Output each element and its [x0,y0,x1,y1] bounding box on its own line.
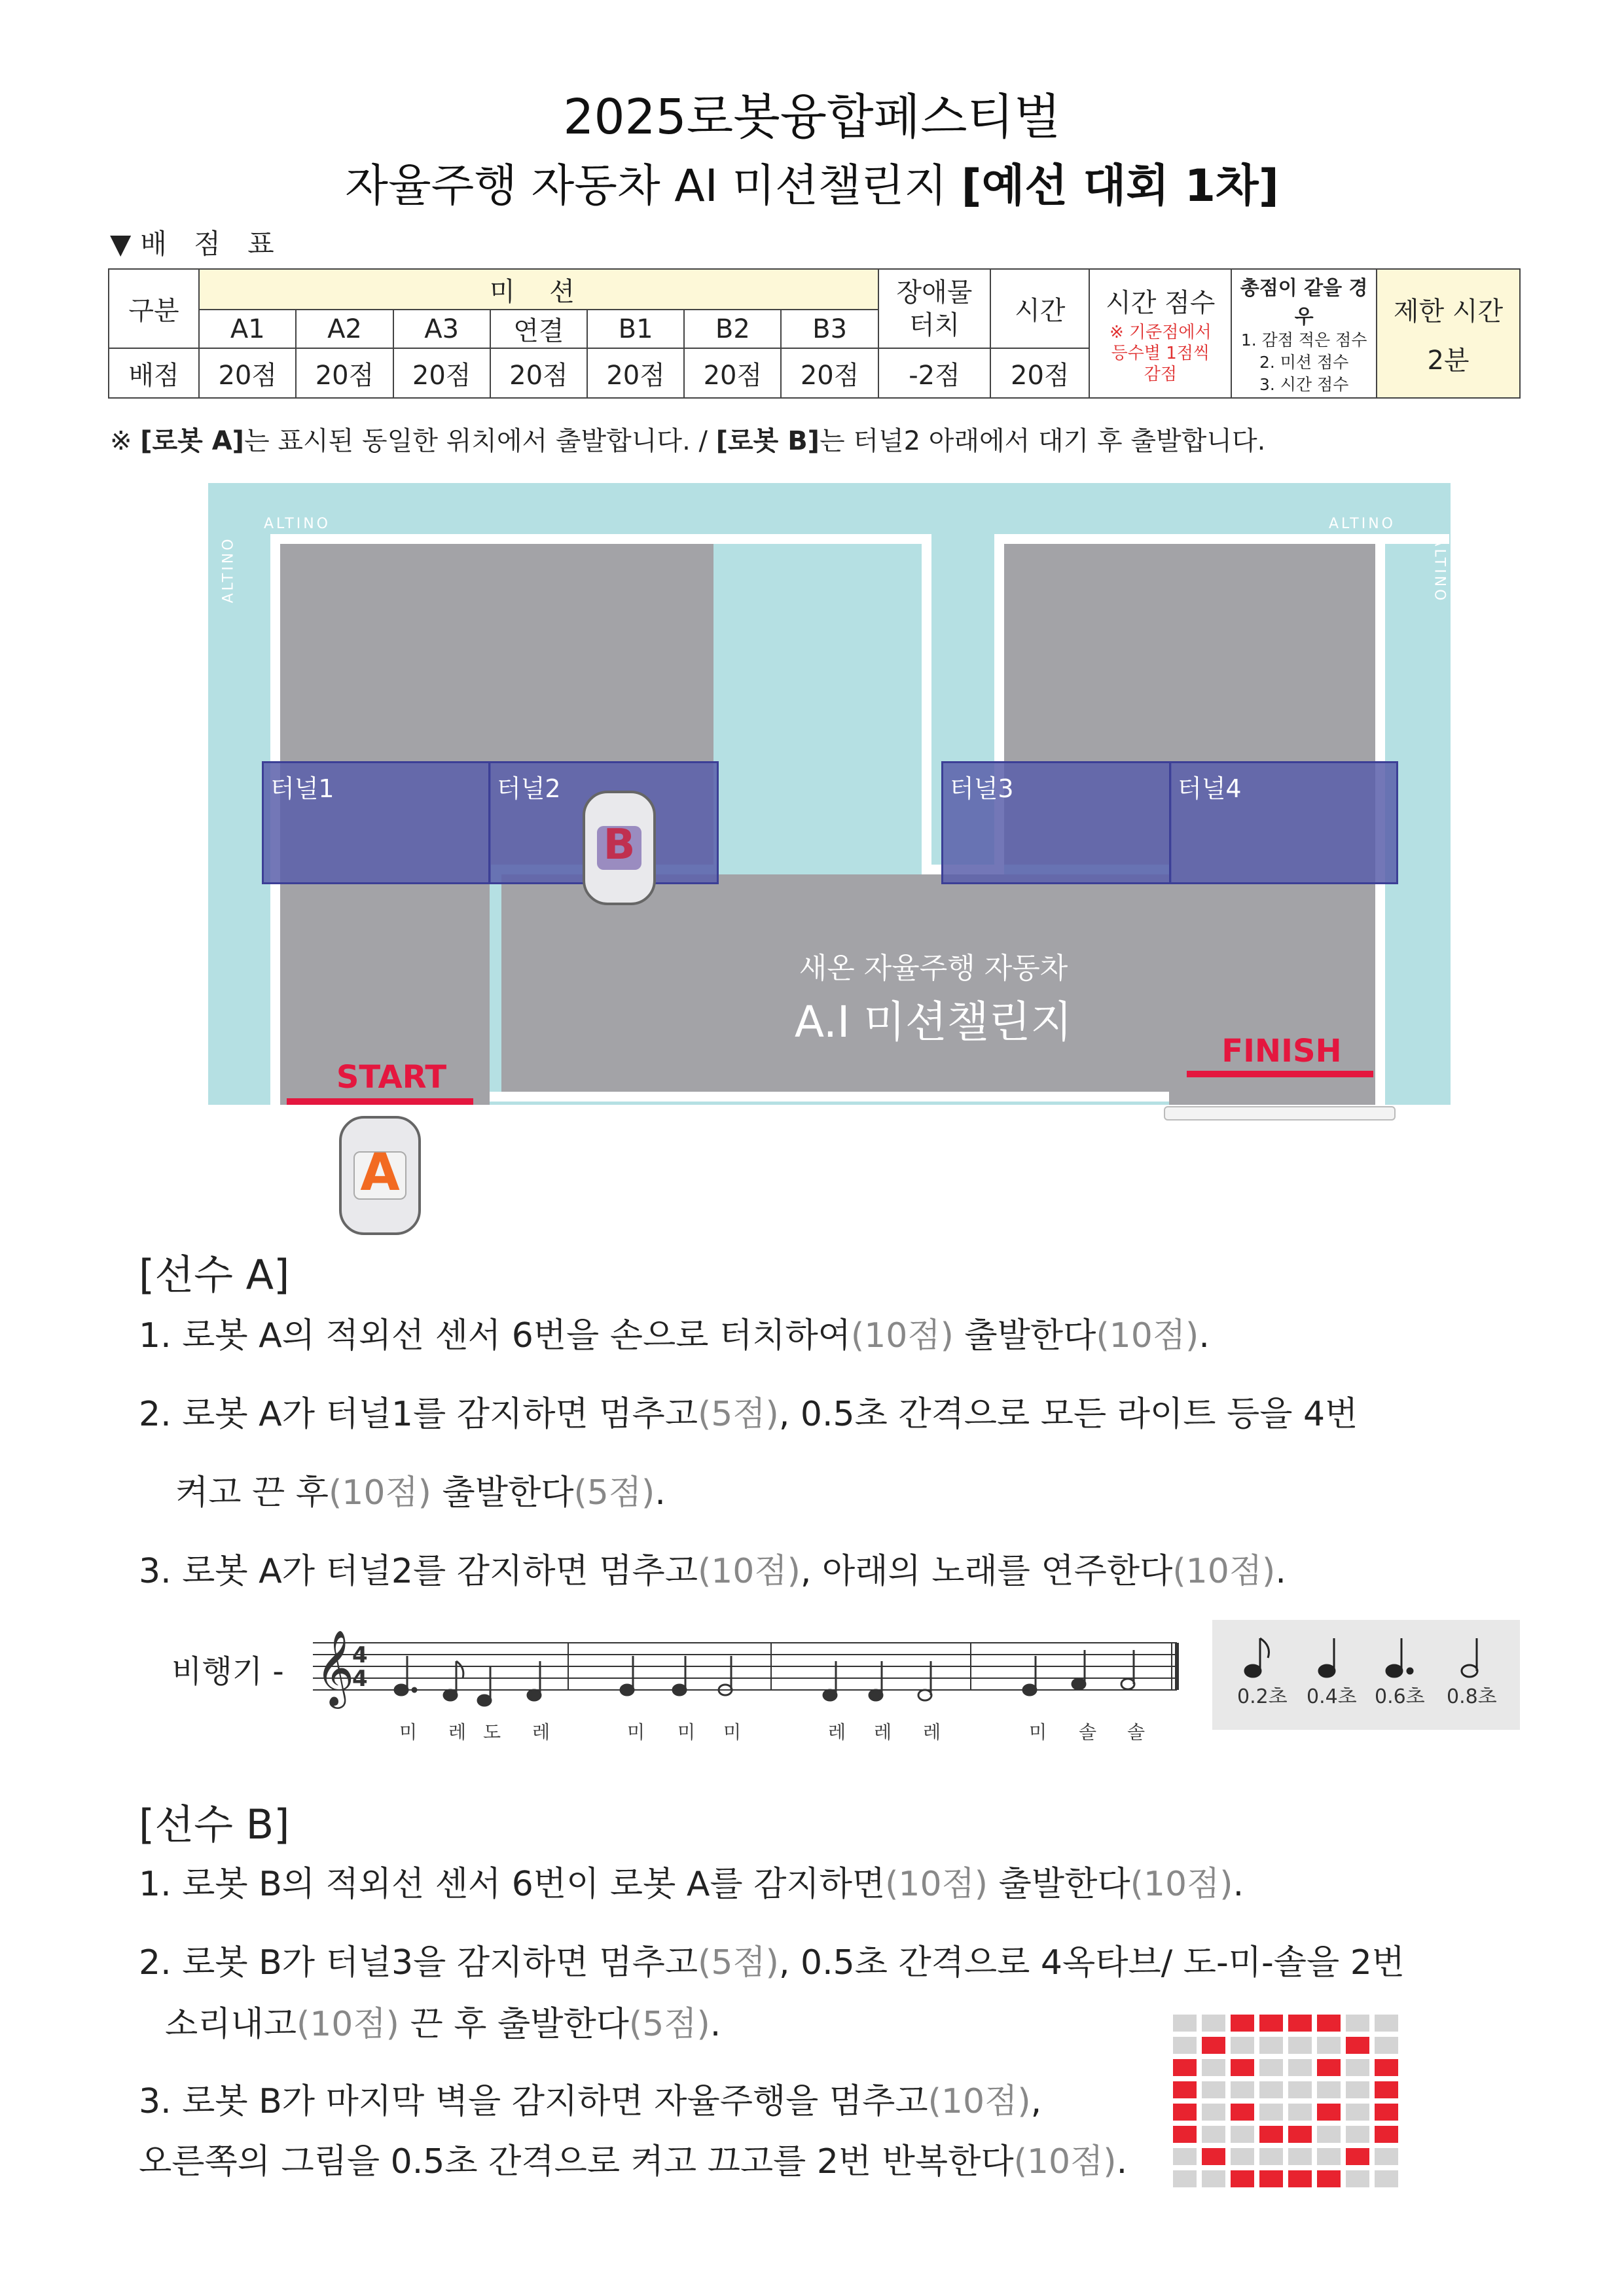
a2b-end: . [655,1473,666,1513]
led-off [1288,2104,1312,2121]
player-a-step-1 [139,1308,1210,1357]
led-on [1173,2081,1197,2098]
note-head [1023,1685,1036,1695]
b3b-text: 오른쪽의 그림을 0.5초 간격으로 켜고 끄고를 2번 반복한다 [139,2142,1014,2181]
time-header: 시간 [990,269,1089,348]
led-off [1346,2081,1369,2098]
player-b-heading: [선수 B] [139,1801,290,1848]
led-on [1202,2037,1225,2054]
note-head [869,1690,882,1700]
led-off [1202,2126,1225,2143]
duration-half: 0.8초 [1447,1685,1497,1708]
b3b-pts1: (10점) [1013,2142,1117,2181]
time-score-note: ※ 기준점에서 등수별 1점씩 감점 [1110,323,1212,384]
a1-text2: 출발한다 [953,1316,1096,1355]
led-off [1375,2170,1398,2187]
player-a-step-2b [175,1465,666,1514]
map-center-line2: A.I 미션챌린지 [794,997,1073,1047]
led-off [1288,2037,1312,2054]
song-lyric: 미 [627,1721,645,1743]
b1-end: . [1233,1865,1244,1904]
tunnel-3-label: 터널3 [950,774,1014,803]
song-lyric: 미 [399,1721,418,1743]
start-label: START [336,1059,447,1096]
led-on [1346,2148,1369,2165]
limit-value: 2분 [1427,345,1470,376]
a2b-pts2: (5점) [573,1473,655,1513]
led-off [1375,2037,1398,2054]
note-dot [412,1688,416,1692]
led-off [1173,2170,1197,2187]
sheet-music [313,1630,1183,1734]
led-on [1346,2037,1369,2054]
a2-pts1: (5점) [697,1395,779,1434]
b2-text2: , 0.5초 간격으로 4옥타브/ 도-미-솔을 2번 [778,1943,1405,1982]
page-subtitle [0,151,1624,214]
notice-prefix: ※ [110,426,141,456]
b1-text: 1. 로봇 B의 적외선 센서 6번이 로봇 A를 감지하면 [139,1865,886,1904]
robot-a-car [339,1116,421,1235]
duration-quarter: 0.4초 [1307,1685,1357,1708]
led-off [1317,2037,1341,2054]
points-obstacle: -2점 [878,348,990,398]
mission-b1: B1 [587,310,684,348]
b3-end: , [1030,2082,1042,2121]
points-time: 20점 [990,348,1089,398]
b2b-text2: 끈 후 출발한다 [399,2005,629,2044]
led-on [1375,2081,1398,2098]
a1-end: . [1199,1316,1210,1355]
mission-header: 미 션 [199,269,878,310]
subtitle-bold: [예선 대회 1차] [961,160,1279,212]
robot-b-letter: B [603,821,636,869]
b2b-pts2: (5점) [628,2005,710,2044]
limit-header: 제한 시간 [1393,296,1504,327]
song-lyric: 레 [828,1721,846,1743]
tunnel-2-label: 터널2 [497,774,561,803]
player-a-step-3 [139,1543,1286,1592]
duration-eighth: 0.2초 [1237,1685,1288,1708]
points-a3: 20점 [393,348,490,398]
note-head [673,1685,686,1695]
notice-a-text: 는 표시된 동일한 위치에서 출발합니다. / [244,426,716,456]
points-link: 20점 [490,348,587,398]
note-head [1121,1679,1134,1689]
song-lyric: 레 [874,1721,892,1743]
b1-pts2: (10점) [1130,1865,1233,1904]
subtitle-plain: 자율주행 자동차 AI 미션챌린지 [345,160,962,212]
a2-text2: , 0.5초 간격으로 모든 라이트 등을 4번 [778,1395,1358,1434]
led-off [1317,2148,1341,2165]
b2b-pts1: (10점) [296,2005,399,2044]
song-lyric: 레 [448,1721,467,1743]
led-off [1375,2148,1398,2165]
tie-rule-1: 1. 감점 적은 점수 [1240,330,1367,350]
page-title: 2025로봇융합페스티벌 [563,89,1061,145]
song-lyric: 솔 [1127,1721,1146,1743]
svg-text:4: 4 [352,1642,368,1668]
led-off [1259,2104,1283,2121]
song-lyric: 미 [723,1721,742,1743]
mission-b3: B3 [781,310,878,348]
finish-exit-bar [1164,1106,1396,1121]
song-lyric: 미 [677,1721,696,1743]
led-off [1288,2148,1312,2165]
tunnel-3 [941,761,1172,884]
led-off [1259,2081,1283,2098]
led-off [1173,2037,1197,2054]
note-flag [456,1661,463,1678]
a2b-text2: 출발한다 [431,1473,574,1513]
wall-top-left [270,534,931,544]
led-off [1259,2059,1283,2076]
mission-a1: A1 [199,310,296,348]
points-b1: 20점 [587,348,684,398]
b3b-end: . [1116,2142,1128,2181]
a3-text2: , 아래의 노래를 연주한다 [800,1552,1173,1591]
led-off [1259,2037,1283,2054]
player-b-step-3b [139,2134,1127,2183]
note-head [621,1685,634,1695]
player-a-heading: [선수 A] [139,1251,290,1299]
start-line [287,1098,473,1105]
led-matrix-pattern [1173,2015,1398,2187]
player-b-step-1 [139,1856,1244,1905]
mission-a2: A2 [296,310,393,348]
player-b-step-2 [139,1935,1405,1984]
led-on [1375,2126,1398,2143]
led-on [1317,2104,1341,2121]
led-off [1231,2081,1254,2098]
note-head [395,1685,408,1695]
a2-text: 2. 로봇 A가 터널1를 감지하면 멈추고 [139,1395,698,1434]
led-on [1288,2126,1312,2143]
led-off [1231,2126,1254,2143]
a1-pts1: (10점) [850,1316,954,1355]
points-a1: 20점 [199,348,296,398]
note-head [1072,1679,1085,1689]
led-off [1259,2148,1283,2165]
note-head [444,1690,457,1700]
player-a-step-2 [139,1386,1358,1435]
b1-pts1: (10점) [885,1865,988,1904]
b2b-text: 소리내고 [165,2005,297,2044]
led-on [1288,2170,1312,2187]
points-b3: 20점 [781,348,878,398]
notice-b-text: 는 터널2 아래에서 대기 후 출발합니다. [819,426,1266,456]
led-off [1231,2148,1254,2165]
a3-text: 3. 로봇 A가 터널2를 감지하면 멈추고 [139,1552,698,1591]
note-head [528,1690,541,1700]
led-on [1375,2104,1398,2121]
a1-pts2: (10점) [1096,1316,1199,1355]
brand-top-left: ALTINO [264,516,331,532]
duration-dotted-quarter: 0.6초 [1375,1685,1425,1708]
led-off [1346,2059,1369,2076]
map-center-line1: 새온 자율주행 자동차 [799,952,1068,985]
tunnel-4-label: 터널4 [1178,774,1242,803]
a2b-text: 켜고 끈 후 [175,1473,329,1513]
led-on [1173,2059,1197,2076]
a3-pts1: (10점) [697,1552,801,1591]
led-off [1346,2015,1369,2032]
finish-line [1187,1071,1373,1077]
led-off [1346,2104,1369,2121]
led-on [1288,2015,1312,2032]
led-off [1173,2148,1197,2165]
led-on [1173,2104,1197,2121]
led-off [1288,2059,1312,2076]
score-table [108,268,1521,399]
points-label: 배점 [109,348,199,398]
led-off [1202,2015,1225,2032]
song-lyric: 솔 [1079,1721,1097,1743]
points-a2: 20점 [296,348,393,398]
notice-b-tag: [로봇 B] [715,426,820,456]
led-off [1288,2081,1312,2098]
obstacle-header: 장애물 터치 [878,269,990,348]
track-map [208,483,1451,1105]
tie-rule-2: 2. 미션 점수 [1259,352,1349,372]
led-off [1231,2037,1254,2054]
robot-a-letter: A [360,1143,400,1202]
start-notice [110,420,1265,457]
led-on [1317,2170,1341,2187]
svg-text:4: 4 [352,1666,368,1692]
led-off [1202,2059,1225,2076]
led-off [1346,2170,1369,2187]
wall-u-left [922,534,931,874]
brand-side-left: ALTINO [220,536,237,603]
led-off [1317,2081,1341,2098]
tunnel-1-label: 터널1 [270,774,334,803]
note-head [918,1690,931,1700]
mission-link: 연결 [490,310,587,348]
song-label: 비행기 - [171,1653,284,1690]
led-on [1231,2170,1254,2187]
tie-header: 총점이 같을 경우 [1240,276,1368,329]
tunnel-1 [262,761,491,884]
led-off [1375,2015,1398,2032]
brand-side-right: ALTINO [1431,536,1448,603]
category-label: 구분 [109,269,199,348]
led-on [1231,2104,1254,2121]
led-off [1173,2015,1197,2032]
robot-b-car [583,791,656,905]
led-on [1259,2170,1283,2187]
note-head [823,1690,837,1700]
led-off [1202,2170,1225,2187]
tie-rule-3: 3. 시간 점수 [1259,374,1349,394]
led-off [1202,2081,1225,2098]
led-on [1231,2059,1254,2076]
led-on [1231,2015,1254,2032]
led-on [1259,2126,1283,2143]
led-on [1317,2015,1341,2032]
song-lyric: 레 [532,1721,550,1743]
player-b-step-3 [139,2073,1041,2123]
led-on [1375,2059,1398,2076]
mission-b2: B2 [684,310,781,348]
player-b-step-2b [165,1996,721,2045]
limit-cell [1377,269,1520,398]
a3-pts2: (10점) [1172,1552,1276,1591]
led-on [1259,2015,1283,2032]
song-lyric: 레 [923,1721,941,1743]
led-on [1317,2059,1341,2076]
staff-lines [313,1643,1177,1690]
tunnel-4 [1169,761,1398,884]
song-lyric: 도 [483,1721,501,1743]
led-off [1317,2126,1341,2143]
b3-text: 3. 로봇 B가 마지막 벽을 감지하면 자율주행을 멈추고 [139,2082,928,2121]
note-head [478,1695,491,1706]
tie-cell [1231,269,1377,398]
a1-text: 1. 로봇 A의 적외선 센서 6번을 손으로 터치하여 [139,1316,851,1355]
led-off [1202,2104,1225,2121]
b1-text2: 출발한다 [988,1865,1130,1904]
b2b-end: . [710,2005,721,2044]
notice-a-tag: [로봇 A] [140,426,244,456]
a3-end: . [1275,1552,1286,1591]
time-score-cell [1089,269,1231,398]
table-heading: ▼배 점 표 [110,228,283,260]
b2-pts1: (5점) [698,1943,779,1982]
time-score-header: 시간 점수 [1106,288,1216,318]
treble-clef: 𝄞 [316,1630,355,1706]
mission-a3: A3 [393,310,490,348]
brand-top-right: ALTINO [1329,516,1396,532]
b2-text: 2. 로봇 B가 터널3을 감지하면 멈추고 [139,1943,698,1982]
points-b2: 20점 [684,348,781,398]
led-off [1346,2126,1369,2143]
finish-label: FINISH [1221,1033,1342,1069]
duration-legend [1212,1620,1520,1730]
led-on [1173,2126,1197,2143]
b3-pts1: (10점) [928,2082,1031,2121]
led-on [1202,2148,1225,2165]
song-lyric: 미 [1029,1721,1047,1743]
a2b-pts1: (10점) [329,1473,431,1513]
